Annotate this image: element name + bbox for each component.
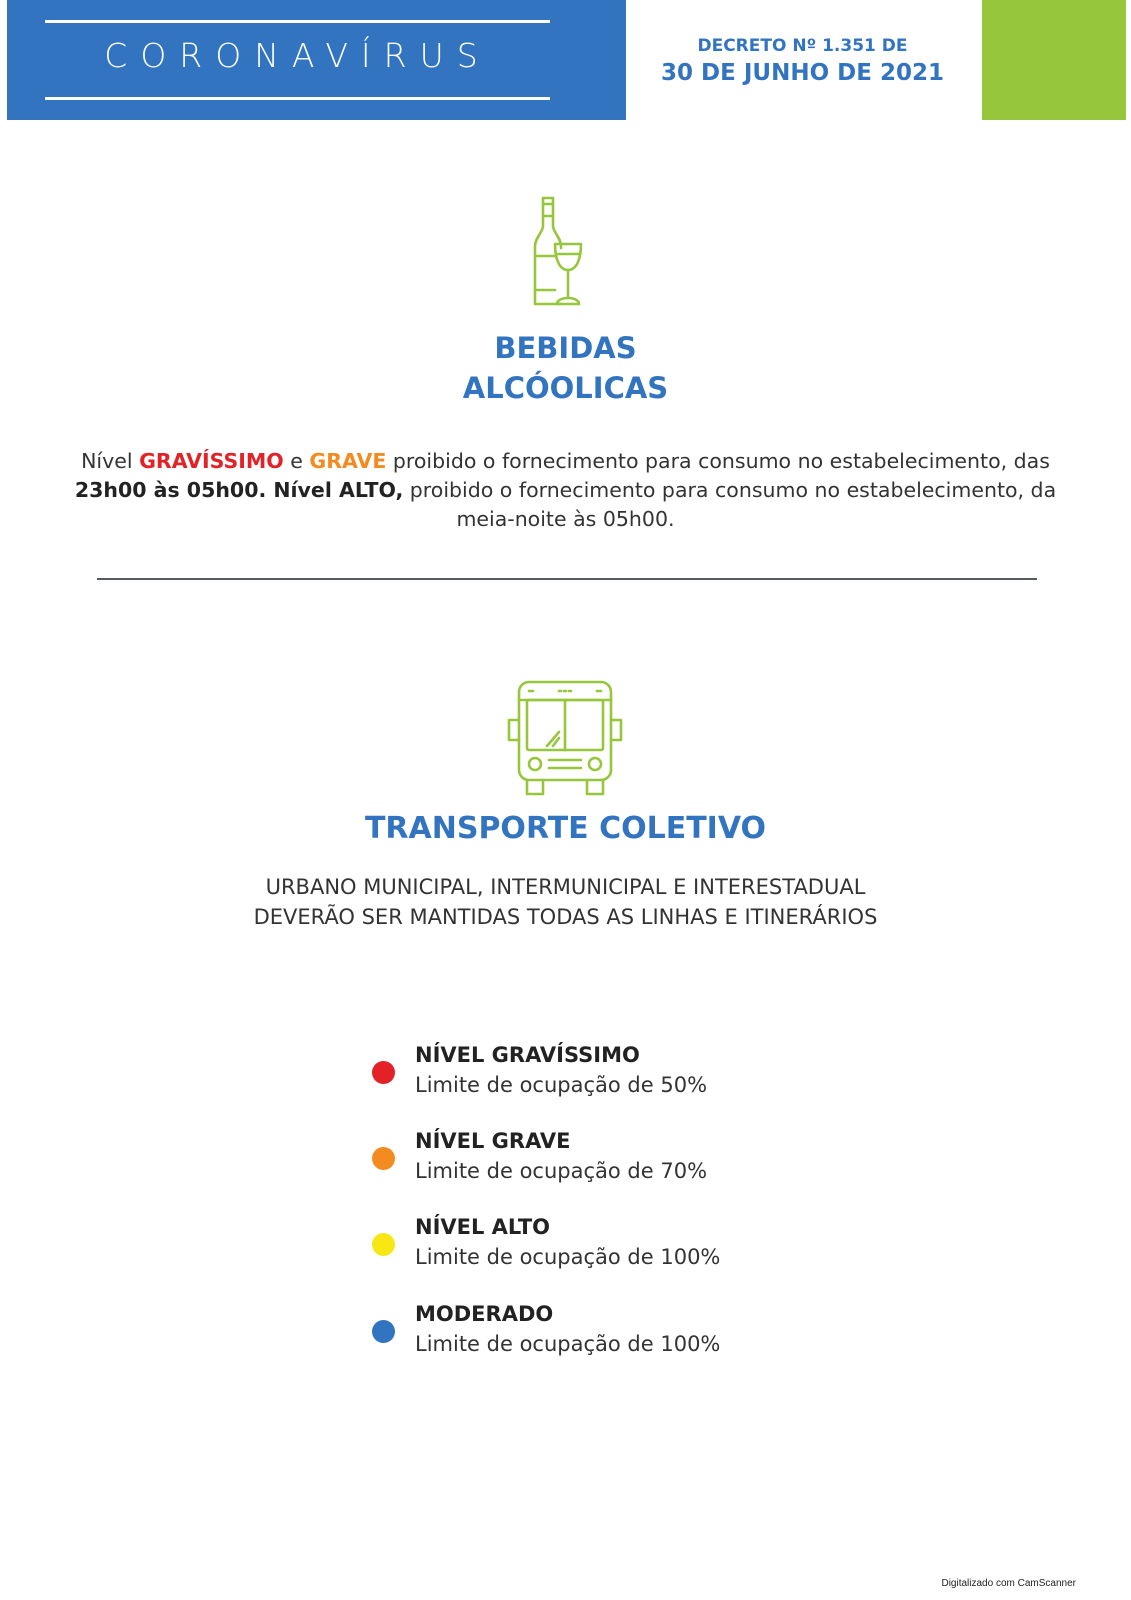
para-text: proibido o fornecimento para consumo no estabelecimento, das [386,449,1050,473]
transporte-subtitle-line2: DEVERÃO SER MANTIDAS TODAS AS LINHAS E ITINERÁRIOS [253,905,878,929]
header-bottom-rule [45,97,550,100]
para-text: e [283,449,310,473]
level-name: MODERADO [415,1302,554,1326]
level-item-grave [372,1126,832,1186]
bebidas-title-line2: ALCÓOLICAS [462,371,669,405]
level-grave-highlight: GRAVE [309,449,387,473]
header-top-rule [45,20,550,23]
para-text: Nível [81,449,140,473]
level-description: Limite de ocupação de 100% [415,1332,721,1356]
bebidas-title [0,328,1131,408]
level-item-moderado [372,1299,832,1359]
bebidas-title-line1: BEBIDAS [494,331,637,365]
transporte-subtitle [0,872,1131,932]
level-name: NÍVEL ALTO [415,1215,551,1239]
wine-bottle-glass-icon [533,196,599,312]
scanner-watermark: Digitalizado com CamScanner [941,1578,1076,1589]
header-green-block [982,0,1126,120]
transporte-title: TRANSPORTE COLETIVO [364,811,767,846]
status-dot [372,1320,395,1343]
level-gravissimo-highlight: GRAVÍSSIMO [139,449,284,473]
hours-highlight: 23h00 às 05h00. Nível ALTO, [74,478,404,502]
decree-number: DECRETO Nº 1.351 DE [697,36,908,56]
section-divider [97,578,1037,580]
decree-date: 30 DE JUNHO DE 2021 [661,60,944,86]
level-description: Limite de ocupação de 50% [415,1073,708,1097]
transporte-subtitle-line1: URBANO MUNICIPAL, INTERMUNICIPAL E INTERESTADUAL [265,875,866,899]
level-description: Limite de ocupação de 70% [415,1159,708,1183]
bebidas-paragraph [60,447,1071,534]
status-dot [372,1147,395,1170]
level-name: NÍVEL GRAVE [415,1129,571,1153]
level-item-alto [372,1212,832,1272]
bus-icon [507,680,623,798]
level-name: NÍVEL GRAVÍSSIMO [415,1043,640,1067]
status-dot [372,1233,395,1256]
para-text: proibido o fornecimento para consumo no estabelecimento, da meia-noite às 05h00. [403,478,1057,531]
level-description: Limite de ocupação de 100% [415,1245,721,1269]
decree-info [630,34,975,88]
header-title: CORONAVÍRUS [104,36,491,75]
status-dot [372,1061,395,1084]
level-item-gravissimo [372,1040,832,1100]
